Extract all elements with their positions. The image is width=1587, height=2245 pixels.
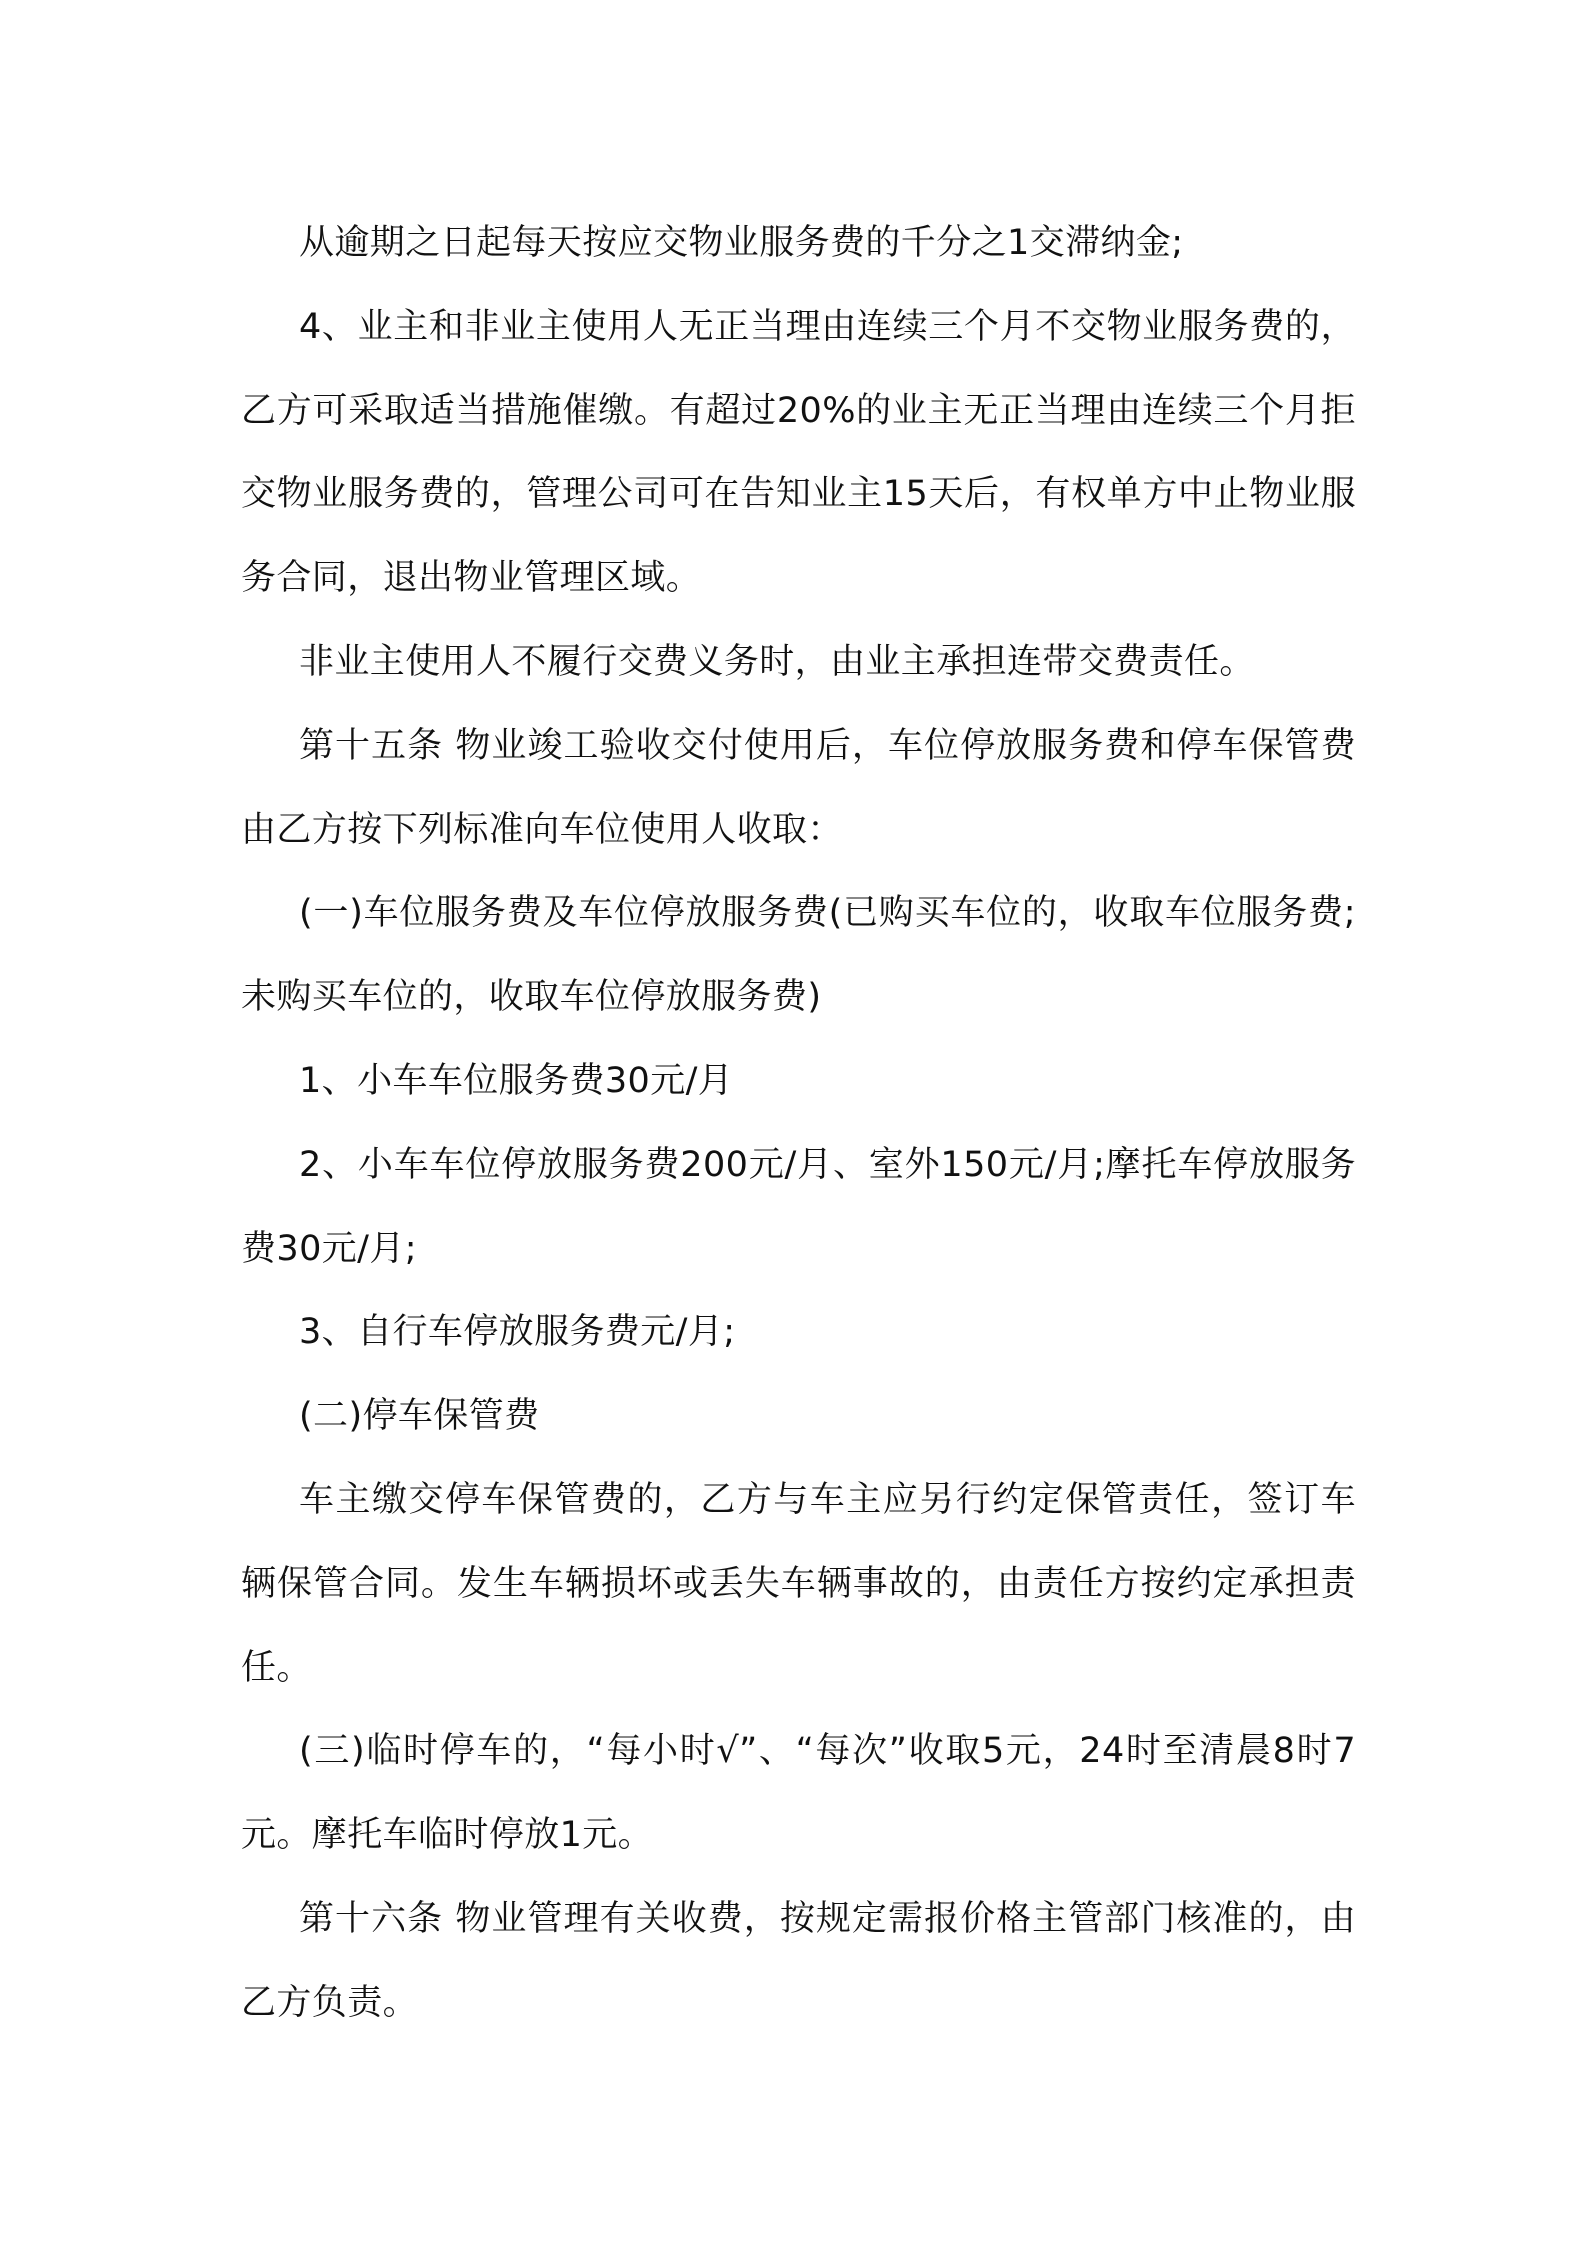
- paragraph-late-fee: 从逾期之日起每天按应交物业服务费的千分之1交滞纳金;: [299, 223, 1184, 263]
- paragraph-section-1: (一)车位服务费及车位停放服务费(已购买车位的，收取车位服务费;未购买车位的，收取车位停放服务费): [241, 893, 1356, 1018]
- paragraph-item-2: 2、小车车位停放服务费200元/月、室外150元/月;摩托车停放服务费30元/月;: [241, 1144, 1356, 1269]
- paragraph-clause-4: 4、业主和非业主使用人无正当理由连续三个月不交物业服务费的，乙方可采取适当措施催缴。有超过20%的业主无正当理由连续三个月拒交物业服务费的，管理公司可在告知业主15天后，有权单方中止物业服务合同，退出物业管理区域。: [241, 306, 1356, 599]
- paragraph-article-15: 第十五条 物业竣工验收交付使用后，车位停放服务费和停车保管费由乙方按下列标准向车位使用人收取：: [241, 725, 1356, 850]
- paragraph-section-3: (三)临时停车的，“每小时√”、“每次”收取5元，24时至清晨8时7元。摩托车临时停放1元。: [241, 1731, 1356, 1856]
- paragraph-custody: 车主缴交停车保管费的，乙方与车主应另行约定保管责任，签订车辆保管合同。发生车辆损坏或丢失车辆事故的，由责任方按约定承担责任。: [241, 1479, 1356, 1688]
- paragraph-joint-liability: 非业主使用人不履行交费义务时，由业主承担连带交费责任。: [299, 641, 1255, 682]
- paragraph-item-1: 1、小车车位服务费30元/月: [299, 1060, 734, 1101]
- paragraph-section-2: (二)停车保管费: [299, 1396, 540, 1437]
- document-body: [241, 202, 1356, 2046]
- paragraph-article-16: 第十六条 物业管理有关收费，按规定需报价格主管部门核准的，由乙方负责。: [241, 1898, 1356, 2023]
- paragraph-item-3: 3、自行车停放服务费元/月;: [299, 1312, 736, 1353]
